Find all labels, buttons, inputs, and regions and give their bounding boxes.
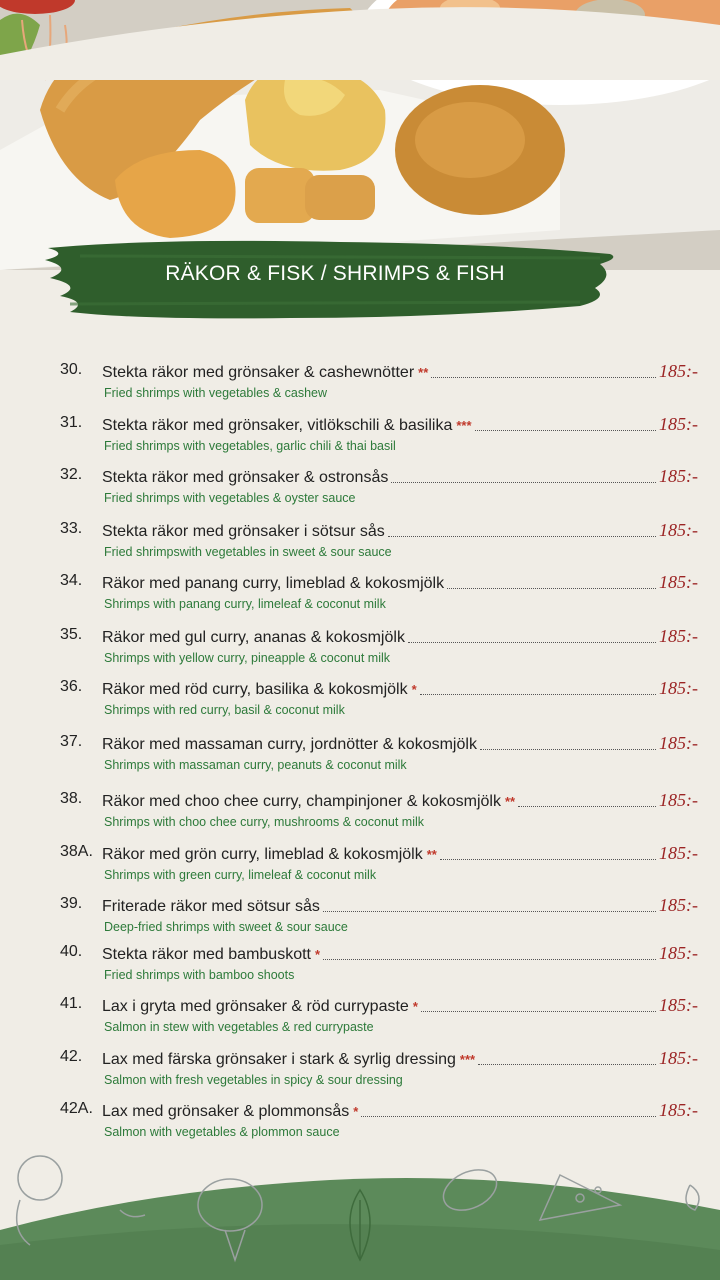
item-description: Shrimps with green curry, limeleaf & coconut milk xyxy=(104,868,377,882)
menu-item xyxy=(0,361,720,411)
section-title: RÄKOR & FISK / SHRIMPS & FISH xyxy=(165,262,505,285)
item-name: Lax med grönsaker & plommonsås xyxy=(102,1103,350,1120)
item-description: Shrimps with yellow curry, pineapple & coconut milk xyxy=(104,651,390,665)
item-description: Fried shrimps with vegetables & cashew xyxy=(104,386,328,400)
menu-item xyxy=(0,790,720,840)
spice-level: ** xyxy=(426,847,437,862)
menu-item xyxy=(0,414,720,464)
spice-level: * xyxy=(353,1104,359,1119)
item-name: Stekta räkor med grönsaker & cashewnötter xyxy=(102,364,415,381)
item-price: 185:- xyxy=(659,626,698,646)
item-name: Stekta räkor med grönsaker i sötsur sås xyxy=(102,523,385,540)
item-name: Lax med färska grönsaker i stark & syrlig dressing xyxy=(102,1051,456,1068)
section-banner xyxy=(40,236,610,326)
item-number: 39. xyxy=(60,895,83,912)
item-number: 33. xyxy=(60,520,83,537)
item-description: Shrimps with red curry, basil & coconut milk xyxy=(104,703,345,717)
item-number: 42A. xyxy=(60,1100,93,1117)
menu-item xyxy=(0,572,720,622)
item-price: 185:- xyxy=(659,1100,698,1120)
item-number: 38A. xyxy=(60,843,93,860)
menu-item xyxy=(0,1048,720,1098)
dot-leader xyxy=(447,588,656,589)
item-number: 37. xyxy=(60,733,83,750)
item-name: Räkor med gul curry, ananas & kokosmjölk xyxy=(102,629,405,646)
item-number: 34. xyxy=(60,572,83,589)
item-name: Stekta räkor med grönsaker, vitlökschili & basilika xyxy=(102,417,453,434)
menu-item xyxy=(0,626,720,676)
spice-level: * xyxy=(412,999,418,1014)
item-name: Räkor med panang curry, limeblad & kokosmjölk xyxy=(102,575,445,592)
item-price: 185:- xyxy=(659,733,698,753)
item-number: 31. xyxy=(60,414,83,431)
dot-leader xyxy=(408,642,656,643)
item-price: 185:- xyxy=(659,361,698,381)
dot-leader xyxy=(440,859,656,860)
dot-leader xyxy=(391,482,656,483)
item-description: Salmon with vegetables & plommon sauce xyxy=(104,1125,340,1139)
vegetable-sketch-footer xyxy=(0,1150,720,1280)
item-price: 185:- xyxy=(659,790,698,810)
item-price: 185:- xyxy=(659,520,698,540)
item-number: 30. xyxy=(60,361,83,378)
dot-leader xyxy=(388,536,656,537)
item-name: Lax i gryta med grönsaker & röd currypaste xyxy=(102,998,409,1015)
item-description: Fried shrimpswith vegetables in sweet & sour sauce xyxy=(104,545,392,559)
item-description: Shrimps with choo chee curry, mushrooms & coconut milk xyxy=(104,815,425,829)
dot-leader xyxy=(421,1011,656,1012)
item-number: 36. xyxy=(60,678,83,695)
item-description: Fried shrimps with vegetables, garlic chili & thai basil xyxy=(104,439,396,453)
item-number: 41. xyxy=(60,995,83,1012)
menu-item xyxy=(0,943,720,993)
item-price: 185:- xyxy=(659,843,698,863)
menu-item xyxy=(0,520,720,570)
item-description: Fried shrimps with vegetables & oyster sauce xyxy=(104,491,356,505)
item-name: Friterade räkor med sötsur sås xyxy=(102,898,320,915)
item-price: 185:- xyxy=(659,995,698,1015)
item-number: 40. xyxy=(60,943,83,960)
dot-leader xyxy=(431,377,656,378)
dot-leader xyxy=(361,1116,656,1117)
menu-item xyxy=(0,1100,720,1150)
item-price: 185:- xyxy=(659,895,698,915)
menu-item xyxy=(0,678,720,728)
item-number: 42. xyxy=(60,1048,83,1065)
item-number: 35. xyxy=(60,626,83,643)
item-name: Räkor med massaman curry, jordnötter & kokosmjölk xyxy=(102,736,477,753)
menu-item xyxy=(0,895,720,945)
item-name: Räkor med röd curry, basilika & kokosmjölk xyxy=(102,681,408,698)
item-price: 185:- xyxy=(659,572,698,592)
item-description: Deep-fried shrimps with sweet & sour sauce xyxy=(104,920,348,934)
spice-level: * xyxy=(411,682,417,697)
footer-decoration xyxy=(0,1150,720,1280)
item-description: Shrimps with panang curry, limeleaf & coconut milk xyxy=(104,597,386,611)
menu-item xyxy=(0,843,720,893)
dot-leader xyxy=(323,911,656,912)
dot-leader xyxy=(480,749,656,750)
spice-level: ** xyxy=(418,365,429,380)
food-photo xyxy=(0,0,720,270)
item-description: Salmon with fresh vegetables in spicy & sour dressing xyxy=(104,1073,403,1087)
menu-item xyxy=(0,733,720,783)
dot-leader xyxy=(475,430,656,431)
item-price: 185:- xyxy=(659,466,698,486)
spice-level: * xyxy=(314,947,321,962)
item-name: Räkor med choo chee curry, champinjoner & kokosmjölk xyxy=(102,793,501,810)
paper-wave xyxy=(0,0,720,80)
item-name: Räkor med grön curry, limeblad & kokosmjölk xyxy=(102,846,423,863)
dot-leader xyxy=(478,1064,656,1065)
item-price: 185:- xyxy=(659,943,698,963)
item-number: 32. xyxy=(60,466,83,483)
dot-leader xyxy=(518,806,656,807)
item-description: Fried shrimps with bamboo shoots xyxy=(104,968,295,982)
spice-level: *** xyxy=(456,418,472,433)
item-name: Stekta räkor med grönsaker & ostronsås xyxy=(102,469,389,486)
menu-item xyxy=(0,995,720,1045)
item-number: 38. xyxy=(60,790,83,807)
item-price: 185:- xyxy=(659,414,698,434)
spice-level: ** xyxy=(504,794,516,809)
item-name: Stekta räkor med bambuskott xyxy=(102,946,311,963)
menu-item xyxy=(0,466,720,516)
item-description: Salmon in stew with vegetables & red currypaste xyxy=(104,1020,374,1034)
item-price: 185:- xyxy=(659,678,698,698)
dot-leader xyxy=(420,694,656,695)
spice-level: *** xyxy=(459,1052,476,1067)
item-description: Shrimps with massaman curry, peanuts & coconut milk xyxy=(104,758,407,772)
dot-leader xyxy=(323,959,656,960)
item-price: 185:- xyxy=(659,1048,698,1068)
